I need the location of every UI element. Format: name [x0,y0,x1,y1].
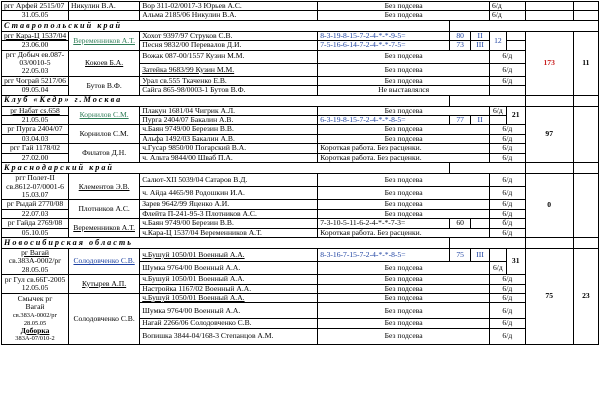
dog-total: 21 [506,106,525,125]
rating: 6/д [490,200,526,209]
team-sum: 0 [525,174,573,238]
rating: 6/д [490,275,526,284]
result: Без подсева [318,284,490,293]
degree: III [471,41,490,50]
result: Без подсева [318,293,490,302]
team-sum: 173 [525,31,573,95]
result: Без подсева [318,106,490,115]
partner: Вор 311-02/0017-3 Юрьев А.С. [140,2,318,11]
result: Без подсева [318,174,490,187]
rating: 6/д [490,125,526,134]
partner: Альфа 1492/03 Бакалин А.В. [140,134,318,143]
result: Без подсева [318,63,490,76]
score-code: 6-3-19-8-15-7-2-4-*-*-8-5= [318,116,450,125]
dog-name: рг Пурга 2404/07 [2,125,69,134]
partner: ч.Баян 9749/00 Березин В.В. [140,125,318,134]
result: Без подсева [318,76,490,85]
partner: Вопишка 3844-04/168-3 Степанцов А.М. [140,328,318,344]
owner: Клементов Э.В. [69,174,140,200]
date: 27.02.00 [2,153,69,162]
score-code: 7-5-16-6-14-7-2-4-*-*-7-5= [318,41,450,50]
owner: Веременников А.Т. [69,219,140,238]
score-code: 7-3-10-5-11-6-2-4-*-*-7-3= [318,219,450,228]
partner: ч. Альта 9844/00 Шваб П.А. [140,153,318,162]
date: 05.10.05 [2,228,69,237]
partner: ч.Бушуй 1050/01 Военный А.А. [140,275,318,284]
degree: III [471,248,490,261]
dog-name: рг Вагай св.383А-0002/рг 28.05.05 [2,248,69,274]
section-header [2,163,599,174]
date: 09.05.04 [2,86,69,95]
result: Без подсева [318,50,490,63]
owner: Веременников А.Т. [69,31,140,50]
team-sum: 75 [525,248,573,344]
dog-name: ргг Гай 1178/02 [2,144,69,153]
rating: 6/д [490,63,526,76]
owner: Кутырев А.П. [69,275,140,294]
dog-name: ргг Кара-Ц 1537/04 [2,31,69,40]
result: Без подсева [318,187,490,200]
dog-name: рг Гайда 2769/08 [2,219,69,228]
section-title: Новосибирская область [2,237,450,248]
date: 22.07.03 [2,209,69,218]
result: Без подсева [318,303,490,319]
rating: 6/д [490,262,507,275]
score-code: 8-3-16-7-15-7-2-4-*-*-8-5= [318,248,450,261]
results-table [1,1,599,345]
dog-name: ргг Добыч ев.087-03/0010-5 22.05.03 [2,50,69,76]
score: 73 [450,41,471,50]
section-header [2,95,599,106]
rating: 6/д [490,106,507,115]
date: 31.05.05 [2,11,69,20]
score-code: 8-3-19-8-15-7-2-4-*-*-9-5= [318,31,450,40]
section-title: Клуб «Кедр» г.Москва [2,95,450,106]
section-title: Краснодарский край [2,163,450,174]
partner: Салют-XII 5039/04 Сатаров В.Д. [140,174,318,187]
rating: 6/д [490,2,526,11]
score: 80 [450,31,471,40]
partner: Альма 2185/06 Никулин В.А. [140,11,318,20]
date: 03.04.03 [2,134,69,143]
rating: 6/д [490,76,526,85]
rating: 6/д [490,50,526,63]
result: Без подсева [318,328,490,344]
dog-name: рг Набат сs.658 [2,106,69,115]
rating: 6/д [490,134,526,143]
table-row [2,11,599,20]
partner: ч.Бушуй 1050/01 Военный А.А. [140,248,318,261]
table-row [2,2,599,11]
rating: 6/д [490,328,526,344]
result: Короткая работа. Без расценки. [318,228,490,237]
partner: Вожак 087-00/1557 Кузин М.М. [140,50,318,63]
partner: ч. Айда 4465/98 Родошкин И.А. [140,187,318,200]
dog-name: Смычек рг Вагай св.383А-0002/рг 28.05.05 Доборка 383А-07/010-2 [2,293,69,344]
partner: Хохот 9397/97 Струков С.В. [140,31,318,40]
partner: ч.Кара-Ц 1537/04 Веременников А.Т. [140,228,318,237]
date: 21.05.05 [2,116,69,125]
result: Без подсева [318,11,490,20]
partner: ч.Баян 9749/00 Березин В.В. [140,219,318,228]
owner: Корнилов С.М. [69,125,140,144]
dog-total: 31 [506,248,525,274]
owner: Никулин В.А. [69,2,140,11]
dog-name: ргг Арфей 2515/07 [2,2,69,11]
dog-name: рг Рыдай 2770/08 [2,200,69,209]
degree: II [471,116,490,125]
section-header [2,237,599,248]
team-sum: 97 [525,106,573,162]
rating: 6/д [490,284,526,293]
partner: Шумка 9764/00 Военный А.А. [140,303,318,319]
owner: Бутов В.Ф. [69,76,140,95]
result: Без подсева [318,125,490,134]
rating: б/д [490,219,526,228]
rating: 6/д [490,303,526,319]
partner: ч.Бушуй 1050/01 Военный А.А. [140,293,318,302]
partner: Сайга 865-98/0003-1 Бутов В.Ф. [140,86,318,95]
rating: 6/д [490,187,526,200]
rating: 6/д [490,153,526,162]
owner: Солодовченко С.В. [69,293,140,344]
partner: Нагай 2266/06 Солодовченко С.В. [140,319,318,328]
date: 23.06.00 [2,41,69,50]
result: Без подсева [318,200,490,209]
owner: Солодовченко С.В. [69,248,140,274]
partner: Затейка 9683/99 Кузин М.М. [140,63,318,76]
team-rank: 23 [573,248,598,344]
result: Короткая работа. Без расценки. [318,153,490,162]
section-title: Ставропольский край [2,20,450,31]
owner: Корнилов С.М. [69,106,140,125]
dog-name: ргг Полет-II св.8612-07/0001-6 15.03.07 [2,174,69,200]
partner: Пурга 2404/07 Бакалин А.В. [140,116,318,125]
result: Без подсева [318,262,490,275]
score: 75 [450,248,471,261]
owner: Кокоев Б.А. [69,50,140,76]
rating: 6/д [490,293,526,302]
partner: ч.Гусар 9850/00 Погарский В.А. [140,144,318,153]
dog-name: ргг Чограй 5217/06 [2,76,69,85]
score: 77 [450,116,471,125]
result: Без подсева [318,2,490,11]
rating: 6/д [490,144,526,153]
result: Короткая работа. Без расценки. [318,144,490,153]
partner: Зарев 9642/99 Яценко А.И. [140,200,318,209]
rating: 6/д [490,209,526,218]
team-rank: 11 [573,31,598,95]
result: Без подсева [318,319,490,328]
result: Без подсева [318,134,490,143]
owner: Филатов Д.Н. [69,144,140,163]
degree: II [471,31,490,40]
partner: Настройка 1167/02 Военный А.А. [140,284,318,293]
rating: 6/д [490,174,526,187]
partner: Урал св.555 Ткаченко Е.В. [140,76,318,85]
partner: Флейта П-241-95-3 Плотников А.С. [140,209,318,218]
result: Не выставлялся [318,86,490,95]
score: 60 [450,219,471,228]
dog-total: 12 [490,31,507,50]
result: Без подсева [318,209,490,218]
rating: 6/д [490,11,526,20]
owner: Плотников А.С. [69,200,140,219]
partner: Шумка 9764/00 Военный А.А. [140,262,318,275]
dog-name: рг Гул св.66Г-2005 12.05.05 [2,275,69,294]
partner: Плакун 1681/04 Чигрик А.Л. [140,106,318,115]
result: Без подсева [318,275,490,284]
section-header [2,20,599,31]
rating: 6/д [490,319,526,328]
rating: 6/д [490,228,526,237]
partner: Песня 9832/00 Перевалов Д.И. [140,41,318,50]
